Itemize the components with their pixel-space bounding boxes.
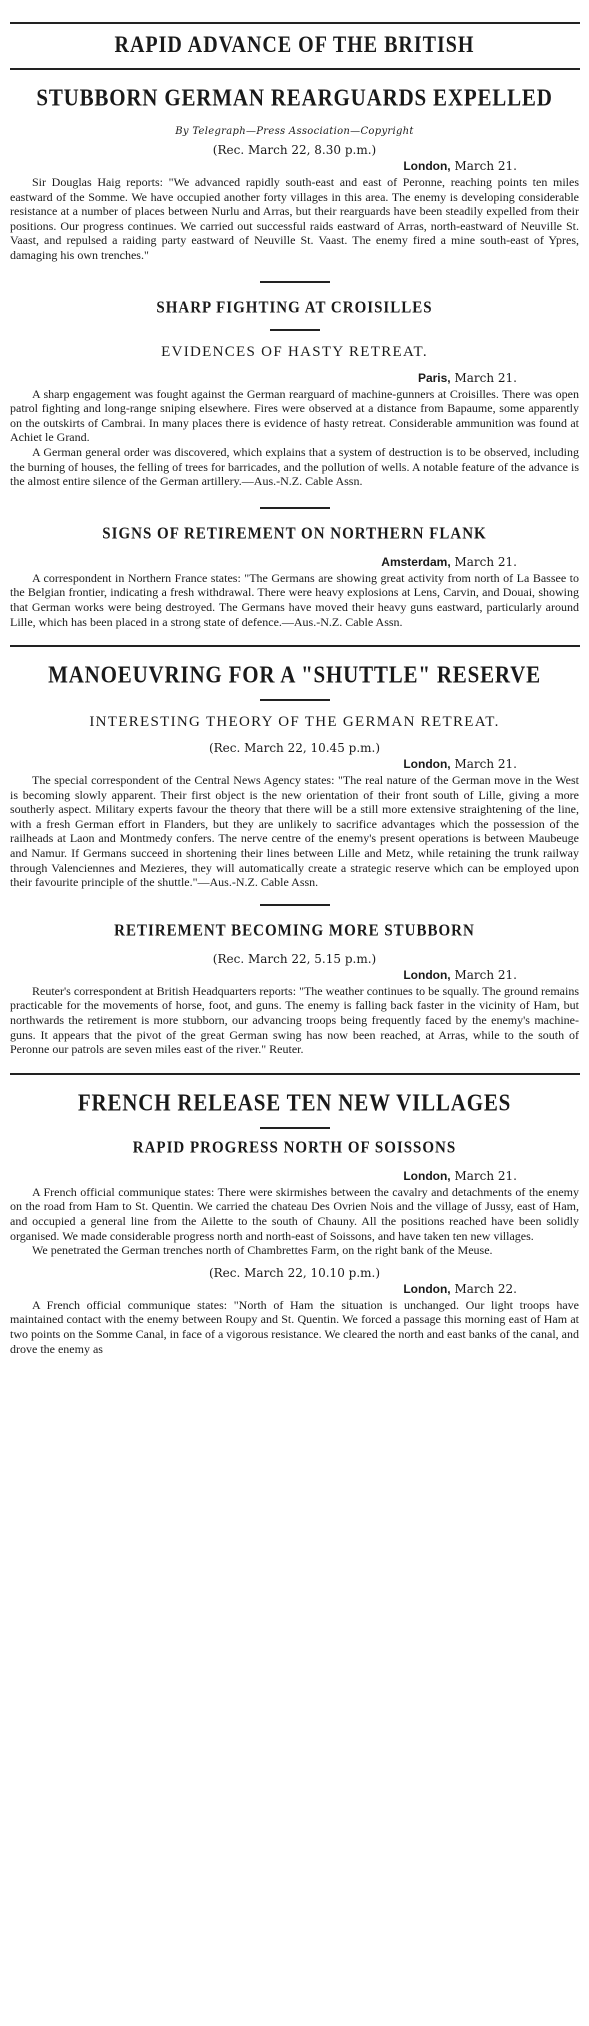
section4-dateline-date: March 21. <box>450 757 517 772</box>
section1-rec: (Rec. March 22, 8.30 p.m.) <box>212 143 377 157</box>
section1-dateline-date: March 21. <box>450 159 517 173</box>
section-divider <box>260 904 330 906</box>
section-rule <box>10 645 580 647</box>
section3-dateline-date: March 21. <box>450 554 517 569</box>
section6-dateline-date: March 21. <box>450 1168 517 1183</box>
section6-para3: A French official communique states: "North of Ham the situation is unchanged. Our light troops have maintained contact with the enemy between Roupy and St. Quentin. We forced a passage this morning east of Ham at two points on the Somme Canal, in face of a vigorous resistance. We cleared the north and east banks of the canal, and drove the enemy as <box>10 1297 579 1356</box>
section1-headline: STUBBORN GERMAN REARGUARDS EXPELLED <box>36 82 553 112</box>
section-divider <box>260 507 330 509</box>
section3-body: A correspondent in Northern France states: "The Germans are showing great activity from north of La Bassee to the Belgian frontier, indicating a fresh withdrawal. There were heavy explosions at Lens, Carvin, and Douai, showing that German works were being destroyed. The Germans have moved their heavy guns eastward, particularly around Lille, which has been placed in a strong state of defence.—Aus.-N.Z. Cable Assn. <box>10 570 579 629</box>
section4-subhead: INTERESTING THEORY OF THE GERMAN RETREAT. <box>89 714 500 731</box>
section2-para1: A sharp engagement was fought against the German rearguard of machine-gunners at Croisilles. There was open patrol fighting and long-range sniping elsewhere. Fires were observed at a distance from Bapaume, some apparently on the outskirts of Cambrai. In many places there is evidence of hasty retreat. Considerable ammunition was found at Achiet le Grand. <box>10 386 579 445</box>
section4-dateline-place: London, <box>403 757 451 772</box>
section-divider <box>260 1127 330 1129</box>
section5-dateline <box>0 968 517 982</box>
section1-dateline <box>0 159 517 173</box>
section6-subhead: RAPID PROGRESS NORTH OF SOISSONS <box>132 1138 457 1157</box>
section6-dateline2-date: March 22. <box>450 1281 517 1296</box>
section1-body: Sir Douglas Haig reports: "We advanced rapidly south-east and east of Peronne, reaching points ten miles eastward of the Somme. We have occupied another forty villages in this area. The enemy is developing considerable resistance at a number of places between Nurlu and Arras, but their rearguards have been steadily expelled from their positions. Our progress continues. We carried out successful raids eastward of Arras, north-eastward of Neuville St. Vaast, and repulsed a raiding party eastward of Neuville St. Vaast. The enemy fired a mine south-east of Ypres, damaging his own trenches." <box>10 175 579 262</box>
section4-body: The special correspondent of the Central News Agency states: "The real nature of the German move in the West is becoming slowly apparent. Their first object is the new orientation of their front south of Lille, giving a more southerly aspect. Military experts favour the theory that there will be a still more extensive straightening of the line, with a fresh German effort in Flanders, but they are unlikely to sacrifice advantages which the possession of the railheads at Laon and Montmedy confers. The nerve centre of the enemy's present operations is between Maubeuge and Namur. If Germans succeed in shortening their lines between Lille and Metz, while retaining the trunk railway through Valenciennes and Mezieres, they will automatically create a strategic reserve which can be employed upon their favourite principle of the shuttle."—Aus.-N.Z. Cable Assn. <box>10 773 579 890</box>
section6-para2: We penetrated the German trenches north of Chambrettes Farm, on the right bank of the Meuse. <box>32 1243 493 1258</box>
section3-headline: SIGNS OF RETIREMENT ON NORTHERN FLANK <box>102 524 487 543</box>
section2-para2: A German general order was discovered, which explains that a system of destruction is to be observed, including the burning of houses, the felling of trees for barricades, and the pollution of wells. A notable feature of the advance is the almost entire silence of the German artillery.—Aus.-N.Z. Cable Assn. <box>10 444 579 489</box>
top-rule <box>10 22 580 24</box>
section5-body: Reuter's correspondent at British Headquarters reports: "The weather continues to be squally. The ground remains practicable for the movements of horse, foot, and guns. The enemy is falling back faster in the vicinity of Ham, but northwards the retirement is more stubborn, our advancing troops being frequently faced by the enemy's machine-guns. It appears that the pivot of the great German swing has now been reached, at Arras, while to the south of Peronne our patrols are seven miles east of the river." Reuter. <box>10 983 579 1057</box>
section2-headline: SHARP FIGHTING AT CROISILLES <box>156 298 433 317</box>
section-divider <box>270 329 320 331</box>
section6-dateline-place: London, <box>403 1168 451 1183</box>
section5-headline: RETIREMENT BECOMING MORE STUBBORN <box>114 921 475 940</box>
main-headline: RAPID ADVANCE OF THE BRITISH <box>114 32 475 58</box>
section3-dateline <box>0 555 517 569</box>
section-divider <box>260 281 330 283</box>
section5-rec: (Rec. March 22, 5.15 p.m.) <box>212 951 377 966</box>
section-rule <box>10 1073 580 1075</box>
section4-rec: (Rec. March 22, 10.45 p.m.) <box>208 741 381 756</box>
section3-dateline-place: Amsterdam, <box>381 554 451 569</box>
headline-rule <box>10 68 580 70</box>
section6-dateline <box>0 1169 517 1183</box>
section-divider <box>260 699 330 701</box>
section2-dateline-place: Paris, <box>417 370 451 385</box>
section6-headline: FRENCH RELEASE TEN NEW VILLAGES <box>77 1087 512 1116</box>
section1-dateline-place: London, <box>403 159 451 173</box>
section6-rec: (Rec. March 22, 10.10 p.m.) <box>208 1265 381 1280</box>
section5-dateline-date: March 21. <box>450 967 517 982</box>
section4-headline: MANOEUVRING FOR A "SHUTTLE" RESERVE <box>48 659 541 689</box>
section2-dateline-date: March 21. <box>450 370 517 385</box>
section4-dateline <box>0 757 517 771</box>
section6-dateline2 <box>0 1282 517 1296</box>
section5-dateline-place: London, <box>403 967 451 982</box>
section6-para1: A French official communique states: There were skirmishes between the cavalry and detachments of the enemy on the road from Ham to St. Quentin. We carried the chateau Des Ovrien Nois and the village of Jussy, east of Ham, and occupied a general line from the Ailette to the south of Chauny. All the positions reached have been solidly organised. We made considerable progress north and north-east of Soissons, and have taken ten new villages. <box>10 1184 579 1243</box>
section1-credit: By Telegraph—Press Association—Copyright <box>175 126 414 137</box>
section6-dateline2-place: London, <box>403 1281 451 1296</box>
section2-dateline <box>0 371 517 385</box>
section2-subhead: EVIDENCES OF HASTY RETREAT. <box>161 343 428 360</box>
